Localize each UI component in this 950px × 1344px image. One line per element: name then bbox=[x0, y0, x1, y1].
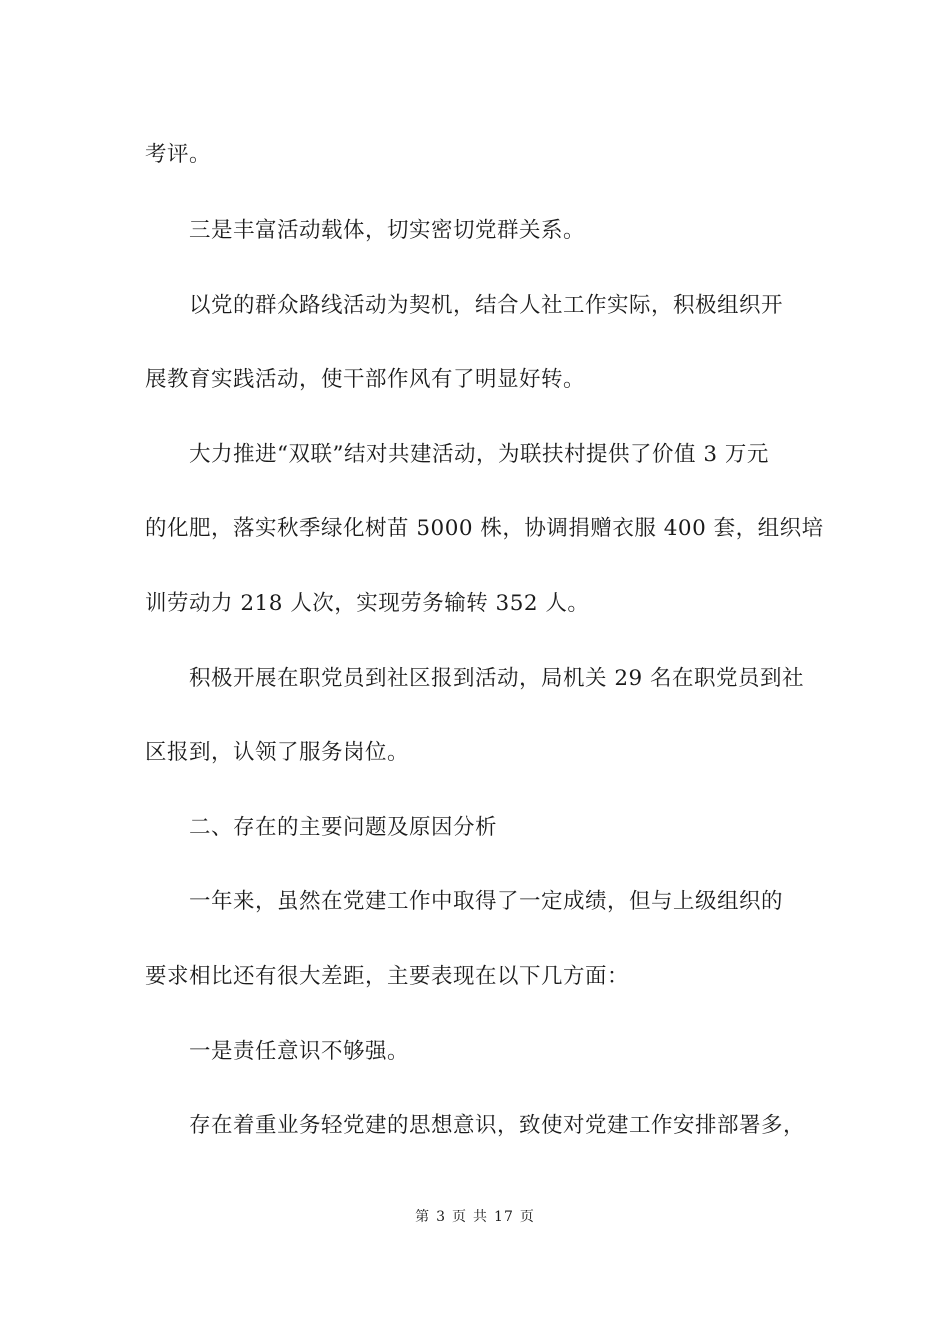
text-line: 一年来，虽然在党建工作中取得了一定成绩，但与上级组织的 bbox=[189, 889, 784, 914]
footer-current-page: 3 bbox=[436, 1209, 447, 1225]
footer-label-page: 第 bbox=[415, 1209, 431, 1225]
text-line: 的化肥，落实秋季绿化树苗 5000 株，协调捐赠衣服 400 套，组织培 bbox=[145, 516, 824, 541]
footer-label-total: 共 bbox=[473, 1209, 489, 1225]
text-line: 一是责任意识不够强。 bbox=[189, 1039, 410, 1064]
text-line: 三是丰富活动载体，切实密切党群关系。 bbox=[189, 218, 586, 243]
text-line: 积极开展在职党员到社区报到活动，局机关 29 名在职党员到社 bbox=[189, 666, 805, 691]
section-heading: 二、存在的主要问题及原因分析 bbox=[189, 815, 498, 840]
text-line: 以党的群众路线活动为契机，结合人社工作实际，积极组织开 bbox=[189, 293, 784, 318]
text-line: 大力推进“双联”结对共建活动，为联扶村提供了价值 3 万元 bbox=[189, 442, 769, 467]
text-line: 存在着重业务轻党建的思想意识，致使对党建工作安排部署多， bbox=[189, 1113, 806, 1138]
text-line: 区报到，认领了服务岗位。 bbox=[145, 740, 410, 765]
page-footer bbox=[0, 1207, 950, 1227]
footer-total-pages: 17 bbox=[494, 1209, 514, 1225]
text-line: 要求相比还有很大差距，主要表现在以下几方面： bbox=[145, 964, 630, 989]
text-line: 考评。 bbox=[145, 142, 212, 167]
text-line: 展教育实践活动，使干部作风有了明显好转。 bbox=[145, 367, 586, 392]
footer-label-total-unit: 页 bbox=[519, 1209, 535, 1225]
footer-label-page-unit: 页 bbox=[452, 1209, 468, 1225]
text-line: 训劳动力 218 人次，实现劳务输转 352 人。 bbox=[145, 591, 590, 616]
